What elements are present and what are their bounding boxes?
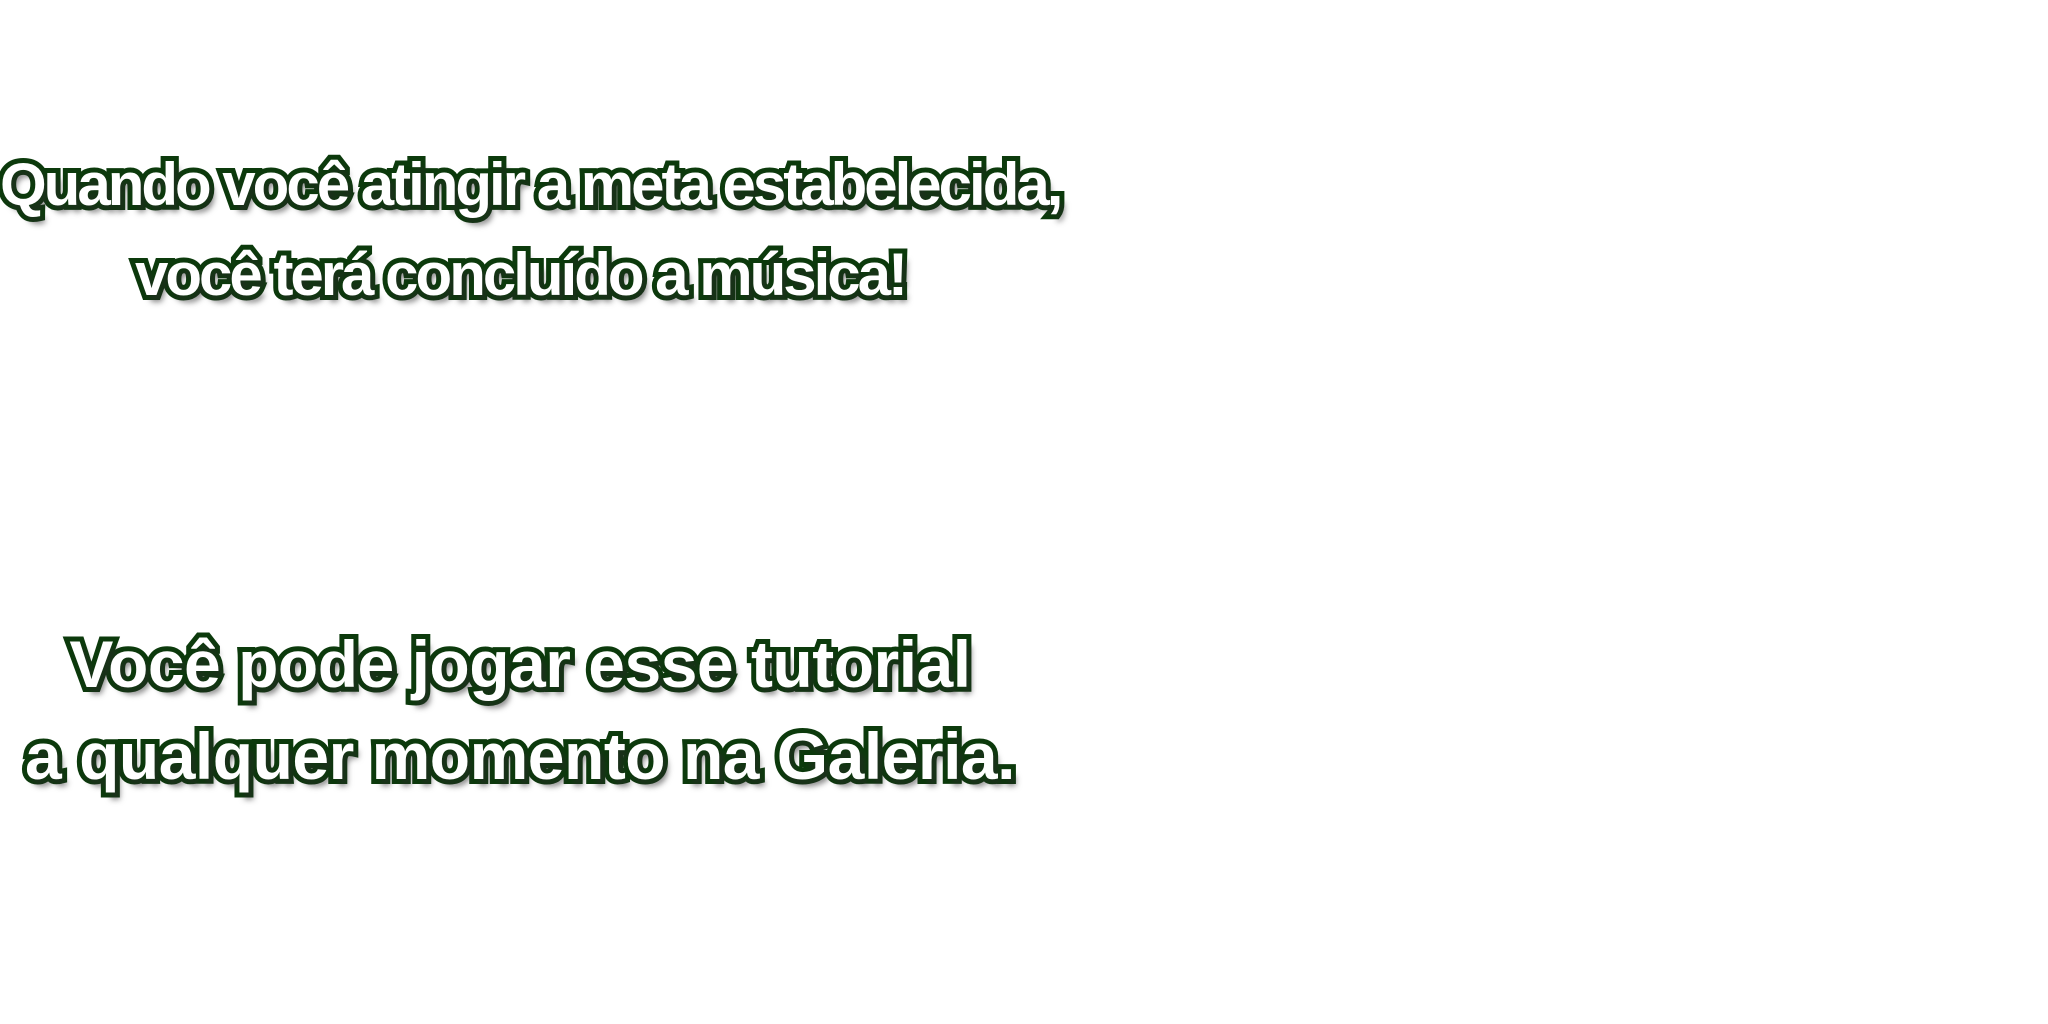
- goal-message: [0, 140, 1061, 320]
- gallery-message-line-2: a qualquer momento na Galeria.: [25, 719, 1015, 793]
- goal-message-line-2: você terá concluído a música!: [135, 241, 905, 308]
- gallery-message-line-1: Você pode jogar esse tutorial: [69, 627, 971, 701]
- goal-message-line-1: Quando você atingir a meta estabelecida,: [0, 151, 1061, 218]
- gallery-message: [0, 618, 1040, 802]
